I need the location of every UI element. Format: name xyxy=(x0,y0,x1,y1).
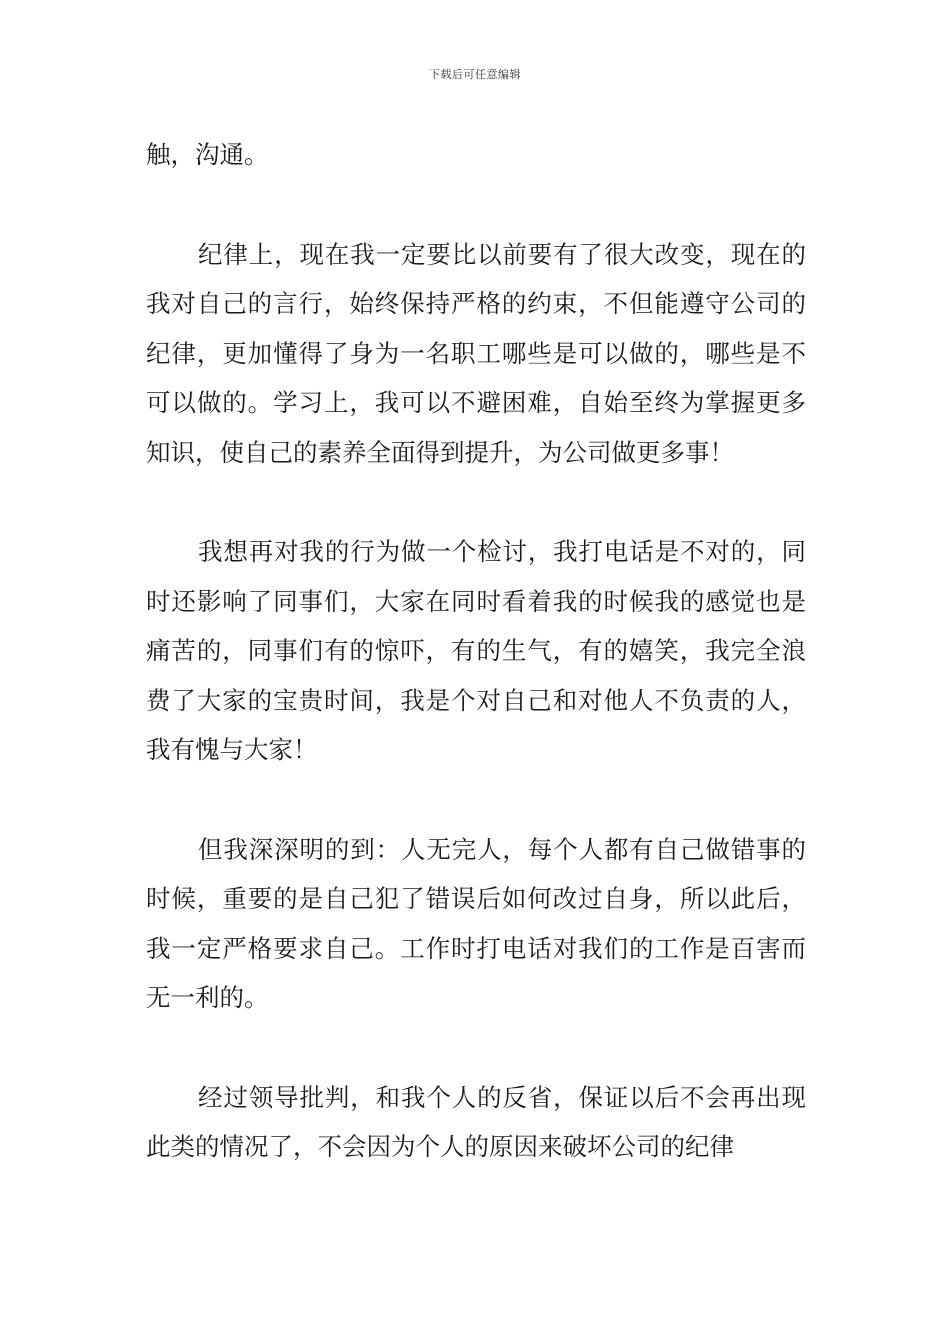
paragraph-pledge: 经过领导批判，和我个人的反省，保证以后不会再出现此类的情况了，不会因为个人的原因来破坏公司的纪律 xyxy=(146,1082,806,1161)
paragraph-discipline: 纪律上，现在我一定要比以前要有了很大改变，现在的我对自己的言行，始终保持严格的约束，不但能遵守公司的纪律，更加懂得了身为一名职工哪些是可以做的，哪些是不可以做的。学习上，我可以不避困难，自始至终为掌握更多知识，使自己的素养全面得到提升，为公司做更多事！ xyxy=(146,239,806,467)
paragraph-reflection: 但我深深明的到：人无完人，每个人都有自己做错事的时候，重要的是自己犯了错误后如何改过自身，所以此后，我一定严格要求自己。工作时打电话对我们的工作是百害而无一利的。 xyxy=(146,834,806,1012)
paragraph-self-review: 我想再对我的行为做一个检讨，我打电话是不对的，同时还影响了同事们，大家在同时看着我的时候我的感觉也是痛苦的，同事们有的惊吓，有的生气，有的嬉笑，我完全浪费了大家的宝贵时间，我是个对自己和对他人不负责的人，我有愧与大家！ xyxy=(146,537,806,764)
header-note: 下载后可任意编辑 xyxy=(429,68,521,81)
paragraph-continuation: 触，沟通。 xyxy=(146,140,269,169)
document-body xyxy=(146,130,806,1172)
